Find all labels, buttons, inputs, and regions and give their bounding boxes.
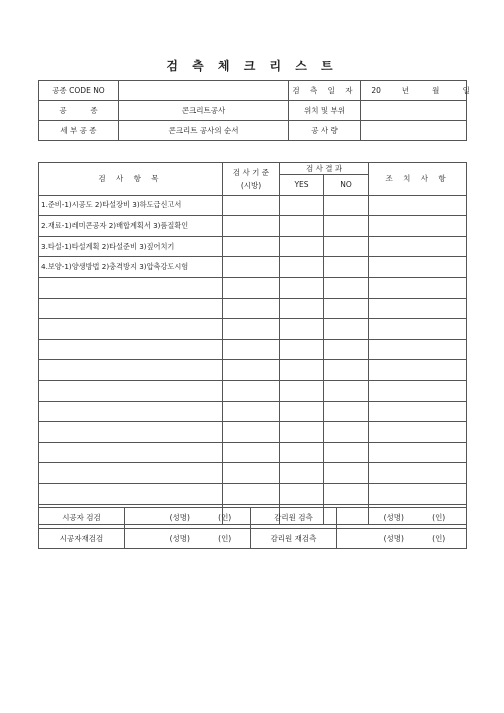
checklist-item-cell[interactable]: [39, 277, 223, 298]
checklist-row: [39, 195, 467, 216]
checklist-action-cell[interactable]: [369, 442, 467, 463]
checklist-body: [39, 195, 467, 525]
checklist-row: [39, 319, 467, 340]
checklist-no-cell[interactable]: [324, 483, 369, 504]
contractor-resignature-field[interactable]: [125, 528, 251, 549]
checklist-standard-cell[interactable]: [223, 257, 280, 278]
checklist-action-cell[interactable]: [369, 298, 467, 319]
checklist-action-cell[interactable]: [369, 319, 467, 340]
supervisor-inspection-label: 감리원 검측: [251, 508, 337, 529]
signoff-table: [38, 507, 467, 549]
checklist-table: [38, 162, 467, 525]
checklist-no-cell[interactable]: [324, 380, 369, 401]
header-action: 조 치 사 항: [369, 163, 467, 196]
checklist-standard-cell[interactable]: [223, 442, 280, 463]
checklist-action-cell[interactable]: [369, 339, 467, 360]
inspection-date-value[interactable]: [361, 81, 470, 101]
signoff-row: [39, 528, 467, 549]
header-yes: YES: [280, 175, 324, 196]
checklist-item-cell[interactable]: 4.보양-1)양생방법 2)충격방지 3)압축강도시험: [39, 257, 223, 278]
checklist-action-cell[interactable]: [369, 195, 467, 216]
checklist-action-cell[interactable]: [369, 422, 467, 443]
checklist-item-cell[interactable]: [39, 360, 223, 381]
checklist-item-cell[interactable]: [39, 422, 223, 443]
contractor-inspection-label: 시공자 검검: [39, 508, 125, 529]
location-value[interactable]: [361, 101, 467, 121]
checklist-row: [39, 257, 467, 278]
checklist-no-cell[interactable]: [324, 401, 369, 422]
checklist-standard-cell[interactable]: [223, 277, 280, 298]
checklist-no-cell[interactable]: [324, 216, 369, 237]
checklist-row: [39, 463, 467, 484]
seal-hint: (인): [218, 533, 232, 543]
checklist-item-cell[interactable]: [39, 380, 223, 401]
header-standard-line2: (시방): [240, 180, 262, 190]
checklist-action-cell[interactable]: [369, 463, 467, 484]
checklist-no-cell[interactable]: [324, 236, 369, 257]
checklist-row: [39, 380, 467, 401]
checklist-no-cell[interactable]: [324, 422, 369, 443]
checklist-action-cell[interactable]: [369, 360, 467, 381]
checklist-row: [39, 277, 467, 298]
detail-work-label: 세 부 공 종: [39, 121, 119, 141]
checklist-row: [39, 216, 467, 237]
checklist-standard-cell[interactable]: [223, 339, 280, 360]
checklist-row: [39, 401, 467, 422]
header-inspection-result: 검 사 결 과: [280, 163, 369, 175]
checklist-no-cell[interactable]: [324, 463, 369, 484]
checklist-standard-cell[interactable]: [223, 380, 280, 401]
checklist-item-cell[interactable]: [39, 319, 223, 340]
checklist-standard-cell[interactable]: [223, 422, 280, 443]
checklist-yes-cell[interactable]: [280, 319, 324, 340]
checklist-no-cell[interactable]: [324, 442, 369, 463]
checklist-item-cell[interactable]: [39, 298, 223, 319]
seal-hint: (인): [432, 513, 446, 523]
checklist-row: [39, 360, 467, 381]
supervisor-reinspection-label: 감리원 재검측: [251, 528, 337, 549]
checklist-item-cell[interactable]: [39, 463, 223, 484]
checklist-yes-cell[interactable]: [280, 195, 324, 216]
checklist-no-cell[interactable]: [324, 339, 369, 360]
checklist-standard-cell[interactable]: [223, 360, 280, 381]
checklist-action-cell[interactable]: [369, 216, 467, 237]
checklist-row: [39, 442, 467, 463]
checklist-yes-cell[interactable]: [280, 298, 324, 319]
checklist-action-cell[interactable]: [369, 401, 467, 422]
checklist-no-cell[interactable]: [324, 319, 369, 340]
checklist-row: [39, 422, 467, 443]
date-day-unit: 일: [462, 86, 470, 95]
code-value[interactable]: [119, 81, 289, 101]
header-inspection-item: 검 사 항 목: [39, 163, 223, 196]
checklist-item-cell[interactable]: [39, 442, 223, 463]
checklist-yes-cell[interactable]: [280, 442, 324, 463]
checklist-standard-cell[interactable]: [223, 216, 280, 237]
checklist-no-cell[interactable]: [324, 277, 369, 298]
name-hint: (성명): [383, 533, 404, 543]
checklist-standard-cell[interactable]: [223, 195, 280, 216]
inspection-date-label: 검 측 일 자: [289, 81, 361, 101]
date-year-unit: 년: [401, 86, 410, 95]
checklist-yes-cell[interactable]: [280, 257, 324, 278]
checklist-yes-cell[interactable]: [280, 236, 324, 257]
checklist-row: [39, 298, 467, 319]
checklist-action-cell[interactable]: [369, 483, 467, 504]
name-hint: (성명): [169, 533, 190, 543]
date-year-prefix: 20: [371, 86, 381, 95]
header-inspection-standard: [223, 163, 280, 196]
header-standard-line1: 검 사 기 준: [232, 167, 270, 177]
info-row-detail: [39, 121, 467, 141]
checklist-item-cell[interactable]: 1.준비-1)시공도 2)타설장비 3)하도급신고서: [39, 195, 223, 216]
checklist-yes-cell[interactable]: [280, 339, 324, 360]
checklist-action-cell[interactable]: [369, 257, 467, 278]
checklist-no-cell[interactable]: [324, 257, 369, 278]
checklist-yes-cell[interactable]: [280, 483, 324, 504]
checklist-header-row: [39, 163, 467, 175]
checklist-item-cell[interactable]: [39, 483, 223, 504]
checklist-yes-cell[interactable]: [280, 380, 324, 401]
seal-hint: (인): [432, 533, 446, 543]
page-title: 검 측 체 크 리 스 트: [166, 59, 338, 73]
checklist-standard-cell[interactable]: [223, 298, 280, 319]
name-hint: (성명): [383, 513, 404, 523]
quantity-value[interactable]: [361, 121, 467, 141]
supervisor-resignature-field[interactable]: [337, 528, 467, 549]
checklist-no-cell[interactable]: [324, 298, 369, 319]
checklist-standard-cell[interactable]: [223, 401, 280, 422]
checklist-action-cell[interactable]: [369, 236, 467, 257]
seal-hint: (인): [218, 513, 232, 523]
info-row-code: [39, 81, 467, 101]
supervisor-signature-field[interactable]: [337, 508, 467, 529]
checklist-standard-cell[interactable]: [223, 236, 280, 257]
checklist-yes-cell[interactable]: [280, 360, 324, 381]
checklist-action-cell[interactable]: [369, 277, 467, 298]
contractor-reinspection-label: 시공자재검검: [39, 528, 125, 549]
checklist-standard-cell[interactable]: [223, 483, 280, 504]
contractor-signature-field[interactable]: [125, 508, 251, 529]
checklist-standard-cell[interactable]: [223, 319, 280, 340]
checklist-yes-cell[interactable]: [280, 216, 324, 237]
info-table: [38, 80, 470, 141]
checklist-item-cell[interactable]: [39, 401, 223, 422]
checklist-yes-cell[interactable]: [280, 277, 324, 298]
checklist-item-cell[interactable]: 3.타설-1)타설계획 2)타설준비 3)짚어치기: [39, 236, 223, 257]
checklist-item-cell[interactable]: [39, 339, 223, 360]
checklist-row: [39, 339, 467, 360]
info-row-work-type: [39, 101, 467, 121]
work-type-label: 공 종: [39, 101, 119, 121]
code-label: 공종 CODE NO: [39, 81, 119, 101]
quantity-label: 공 사 량: [289, 121, 361, 141]
checklist-standard-cell[interactable]: [223, 463, 280, 484]
checklist-yes-cell[interactable]: [280, 401, 324, 422]
work-type-value[interactable]: 콘크리트공사: [119, 101, 289, 121]
checklist-no-cell[interactable]: [324, 195, 369, 216]
header-no: NO: [324, 175, 369, 196]
checklist-row: [39, 236, 467, 257]
checklist-yes-cell[interactable]: [280, 463, 324, 484]
checklist-yes-cell[interactable]: [280, 422, 324, 443]
signoff-row: [39, 508, 467, 529]
checklist-item-cell[interactable]: 2.재료-1)레미콘공자 2)배합계획서 3)품질확인: [39, 216, 223, 237]
checklist-row: [39, 483, 467, 504]
detail-work-value[interactable]: 콘크리트 공사의 순서: [119, 121, 289, 141]
name-hint: (성명): [169, 513, 190, 523]
date-month-unit: 월: [432, 86, 440, 95]
checklist-action-cell[interactable]: [369, 380, 467, 401]
location-label: 위치 및 부위: [289, 101, 361, 121]
checklist-no-cell[interactable]: [324, 360, 369, 381]
